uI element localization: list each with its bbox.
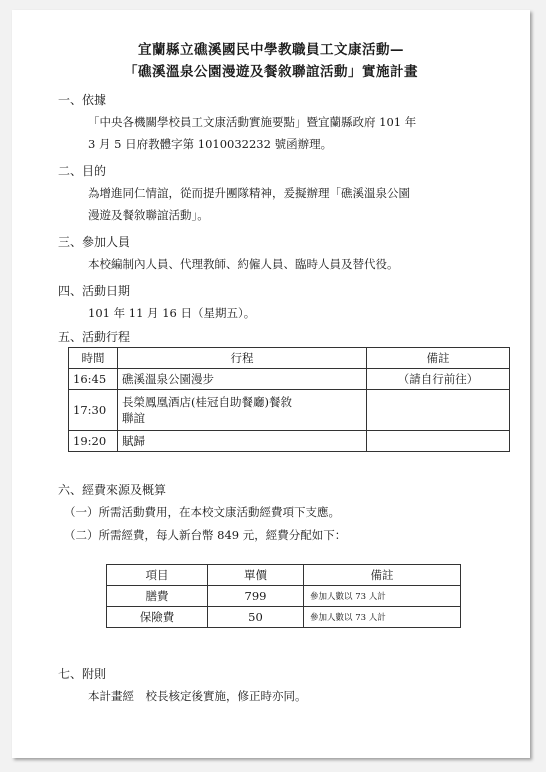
section-1-line-1: 「中央各機關學校員工文康活動實施要點」暨宜蘭縣政府 101 年 — [88, 115, 417, 129]
budget-item: 膳費 — [107, 586, 208, 607]
section-6-item-2: （二）所需經費，每人新台幣 849 元，經費分配如下： — [64, 528, 347, 542]
budget-header-note: 備註 — [304, 565, 461, 586]
section-2-line-1: 為增進同仁情誼，從而提升團隊精神，爰擬辦理「礁溪溫泉公園 — [88, 186, 410, 200]
document-page — [12, 10, 530, 758]
budget-table — [106, 564, 461, 628]
schedule-header-note: 備註 — [367, 348, 510, 369]
schedule-activity: 礁溪溫泉公園漫步 — [118, 369, 367, 390]
section-4-line-1: 101 年 11 月 16 日（星期五）。 — [88, 306, 256, 320]
section-7-line-1: 本計畫經 校長核定後實施，修正時亦同。 — [88, 689, 307, 703]
schedule-table — [68, 347, 510, 452]
section-4-heading: 四、活動日期 — [58, 284, 131, 298]
table-row — [107, 607, 461, 628]
budget-header-row — [107, 565, 461, 586]
budget-header-item: 項目 — [107, 565, 208, 586]
section-7-heading: 七、附則 — [58, 667, 107, 681]
table-row — [69, 369, 510, 390]
budget-price: 50 — [208, 607, 304, 628]
schedule-header-time: 時間 — [69, 348, 118, 369]
section-2-heading: 二、目的 — [58, 164, 107, 178]
table-row — [69, 431, 510, 452]
schedule-note: （請自行前往） — [367, 369, 510, 390]
budget-note: 參加人數以 73 人計 — [304, 586, 461, 607]
section-1-line-2: 3 月 5 日府教體字第 1010032232 號函辦理。 — [88, 137, 333, 151]
schedule-activity: 賦歸 — [118, 431, 367, 452]
section-3-heading: 三、參加人員 — [58, 235, 131, 249]
budget-item: 保險費 — [107, 607, 208, 628]
schedule-time: 17:30 — [69, 390, 118, 431]
schedule-time: 19:20 — [69, 431, 118, 452]
schedule-time: 16:45 — [69, 369, 118, 390]
title-line-1: 宜蘭縣立礁溪國民中學教職員工文康活動— — [138, 42, 404, 58]
schedule-note — [367, 390, 510, 431]
section-6-item-1: （一）所需活動費用，在本校文康活動經費項下支應。 — [64, 505, 340, 519]
budget-price: 799 — [208, 586, 304, 607]
section-6-heading: 六、經費來源及概算 — [58, 483, 167, 497]
schedule-header-row — [69, 348, 510, 369]
section-3-line-1: 本校編制內人員、代理教師、約僱人員、臨時人員及替代役。 — [88, 257, 399, 271]
title-line-2: 「礁溪溫泉公園漫遊及餐敘聯誼活動」實施計畫 — [124, 64, 418, 80]
schedule-activity-line-2: 聯誼 — [122, 411, 145, 425]
section-2-line-2: 漫遊及餐敘聯誼活動」。 — [88, 208, 209, 222]
section-5-heading: 五、活動行程 — [58, 330, 131, 344]
section-1-heading: 一、依據 — [58, 93, 107, 107]
schedule-note — [367, 431, 510, 452]
budget-note: 參加人數以 73 人計 — [304, 607, 461, 628]
schedule-activity-line-1: 長榮鳳凰酒店(桂冠自助餐廳)餐敘 — [122, 395, 292, 409]
schedule-activity — [118, 390, 367, 431]
schedule-header-activity: 行程 — [118, 348, 367, 369]
table-row — [69, 390, 510, 431]
budget-header-price: 單價 — [208, 565, 304, 586]
table-row — [107, 586, 461, 607]
